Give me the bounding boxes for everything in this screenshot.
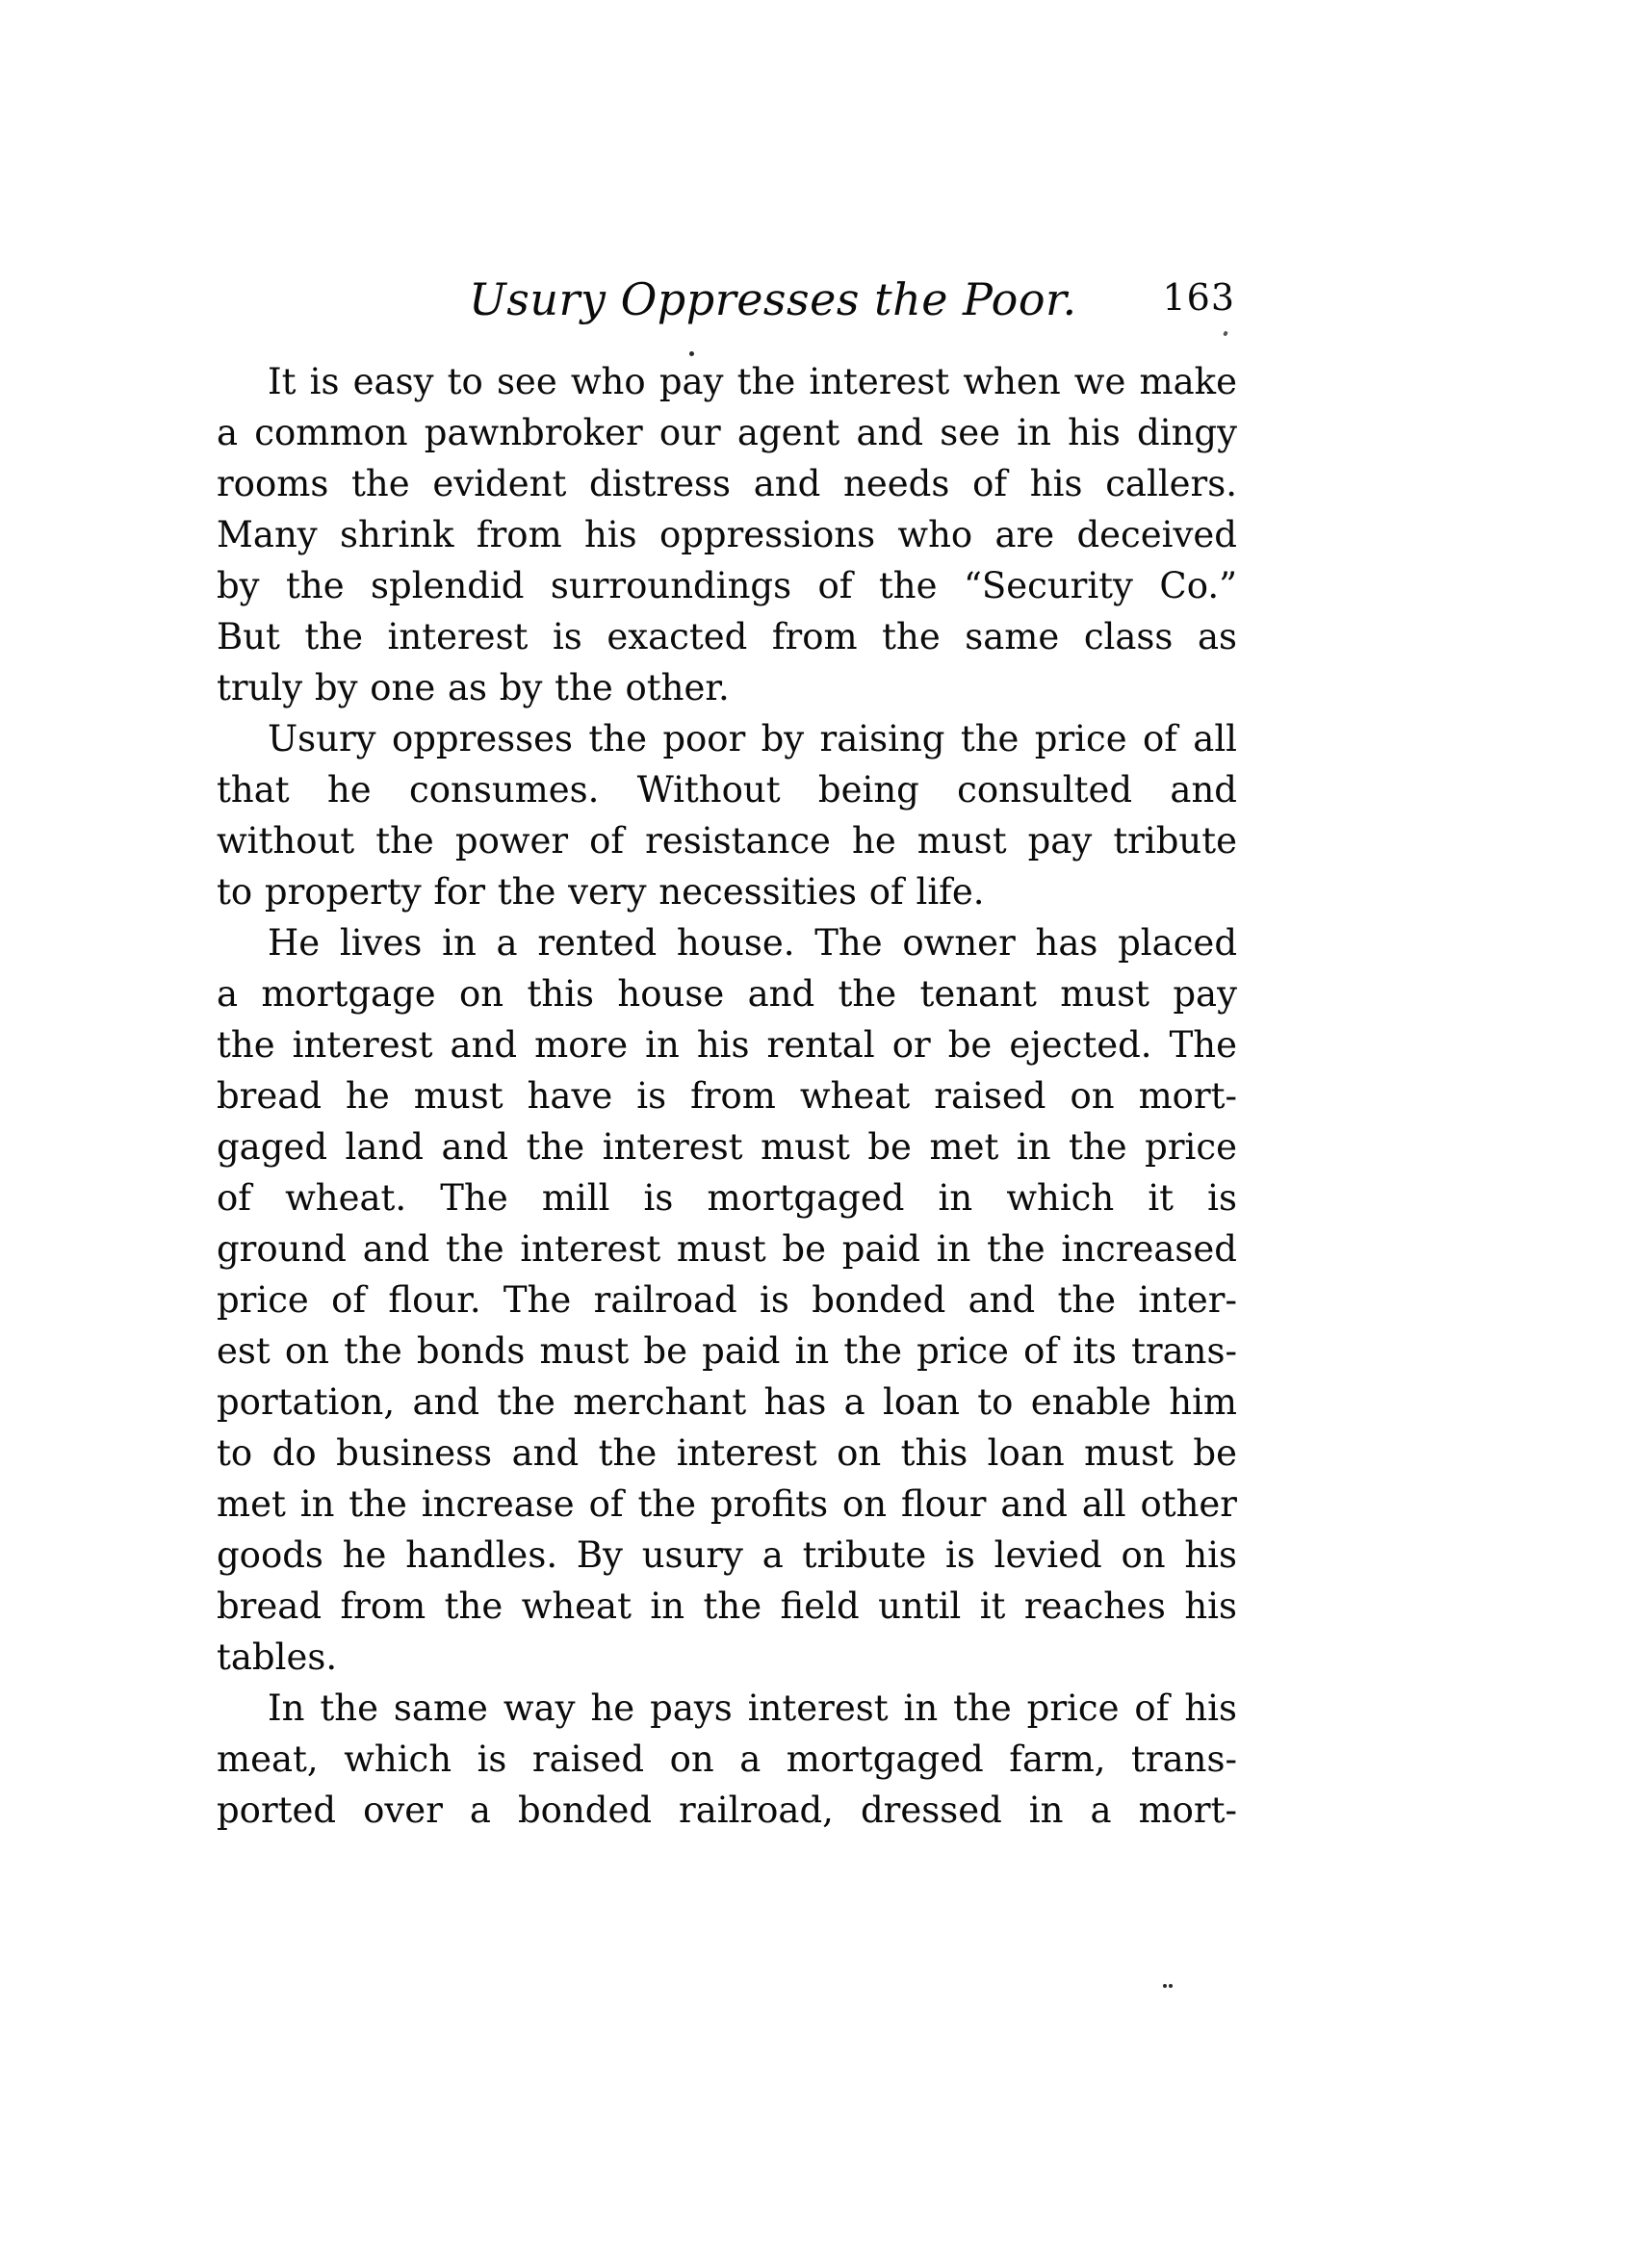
text-line: that he consumes. Without being consulted and [217, 769, 1237, 811]
text-line: He lives in a rented house. The owner has placed [268, 922, 1237, 964]
text-line: portation, and the merchant has a loan to enable him [217, 1381, 1237, 1423]
text-line: In the same way he pays interest in the price of his [268, 1687, 1237, 1729]
text-line: rooms the evident distress and needs of his callers. [217, 463, 1237, 504]
text-line: a common pawnbroker our agent and see in his dingy [217, 412, 1237, 453]
text-line: meat, which is raised on a mortgaged farm, trans- [217, 1738, 1237, 1780]
text-line: gaged land and the interest must be met in the price [217, 1126, 1237, 1168]
text-line: bread he must have is from wheat raised on mort- [217, 1075, 1237, 1117]
text-line: to do business and the interest on this loan must be [217, 1432, 1237, 1474]
ink-speck [1223, 330, 1228, 336]
page-title: Usury Oppresses the Poor. [469, 273, 1077, 325]
body-text [217, 356, 1237, 1836]
text-line: ground and the interest must be paid in the increased [217, 1228, 1237, 1270]
text-line: ported over a bonded railroad, dressed in a mort- [217, 1790, 1237, 1831]
page-number: 163 [1162, 276, 1235, 319]
text-line: truly by one as by the other. [217, 667, 730, 708]
text-line: It is easy to see who pay the interest when we make [268, 361, 1237, 402]
text-line: est on the bonds must be paid in the price of its trans- [217, 1330, 1237, 1372]
text-line: without the power of resistance he must pay tribute [217, 820, 1237, 862]
text-line: by the splendid surroundings of the “Security Co.” [217, 565, 1237, 606]
ink-speck [1163, 1984, 1167, 1988]
text-line: goods he handles. By usury a tribute is levied on his [217, 1534, 1237, 1576]
text-line: to property for the very necessities of life. [217, 871, 985, 913]
text-line: the interest and more in his rental or be ejected. The [217, 1024, 1237, 1066]
text-line: Many shrink from his oppressions who are deceived [217, 514, 1237, 555]
text-line: tables. [217, 1636, 338, 1678]
text-line: Usury oppresses the poor by raising the price of all [268, 718, 1237, 760]
text-line: a mortgage on this house and the tenant must pay [217, 973, 1237, 1015]
text-line: of wheat. The mill is mortgaged in which it is [217, 1177, 1237, 1219]
text-line: met in the increase of the profits on flour and all other [217, 1483, 1237, 1525]
text-line: price of flour. The railroad is bonded and the inter- [217, 1279, 1237, 1321]
ink-speck [689, 351, 694, 356]
ink-speck [1169, 1984, 1173, 1988]
running-header [217, 275, 1237, 331]
text-line: But the interest is exacted from the same class as [217, 616, 1237, 657]
text-line: bread from the wheat in the field until it reaches his [217, 1585, 1237, 1627]
